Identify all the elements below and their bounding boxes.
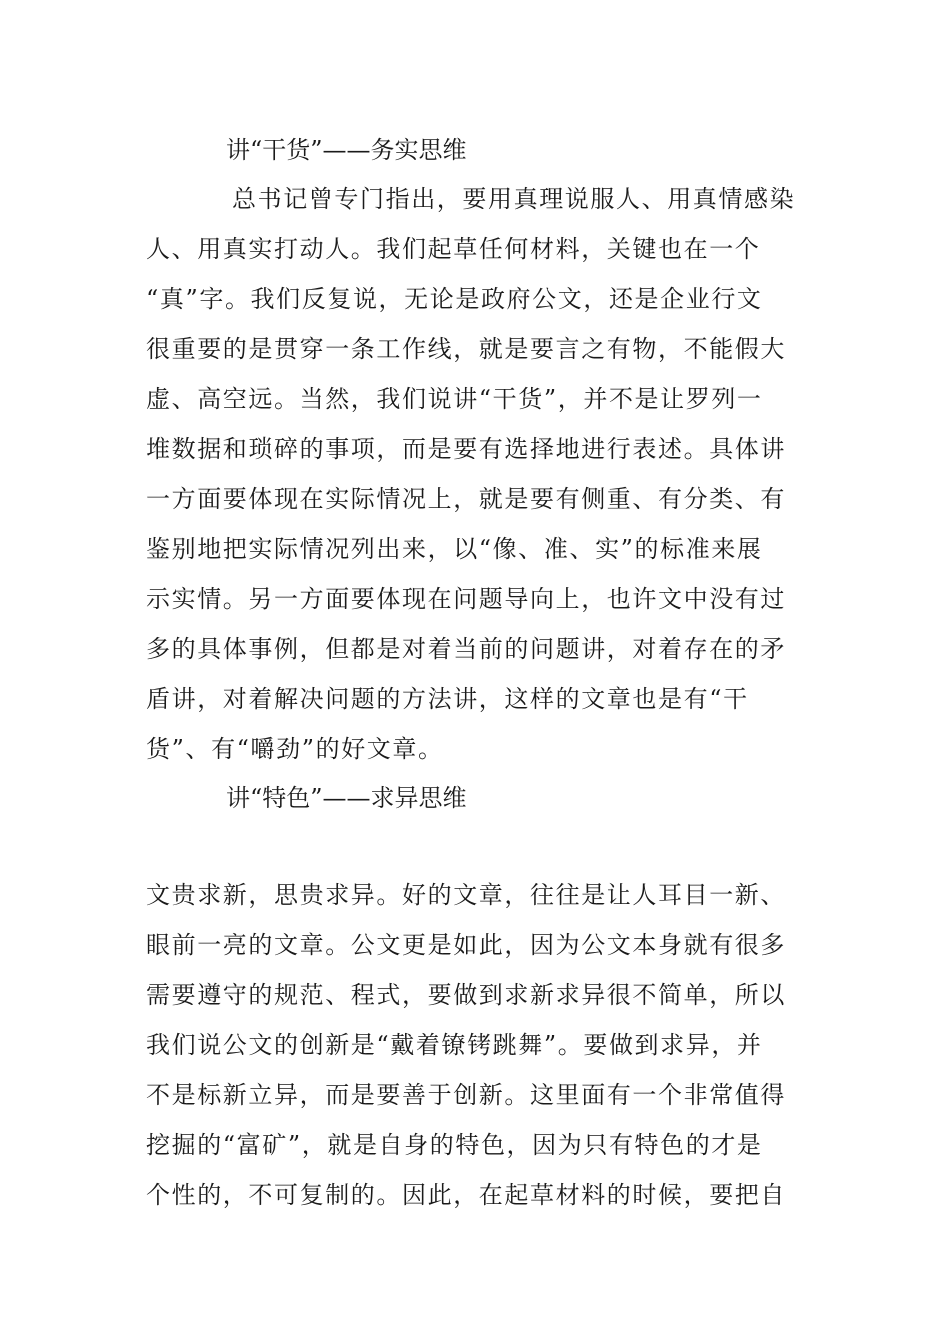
text-line: 不是标新立异，而是要善于创新。这里面有一个非常值得	[146, 1081, 786, 1109]
text-line: “真”字。我们反复说，无论是政府公文，还是企业行文	[146, 285, 763, 313]
text-line: 文贵求新，思贵求异。好的文章，往往是让人耳目一新、	[146, 881, 786, 909]
text-line: 多的具体事例，但都是对着当前的问题讲，对着存在的矛	[146, 635, 786, 663]
text-line: 需要遵守的规范、程式，要做到求新求异很不简单，所以	[146, 981, 786, 1009]
text-line: 盾讲，对着解决问题的方法讲，这样的文章也是有“干	[146, 685, 749, 713]
text-line: 个性的，不可复制的。因此，在起草材料的时候，要把自	[146, 1181, 786, 1209]
text-line: 我们说公文的创新是“戴着镣铐跳舞”。要做到求异，并	[146, 1031, 763, 1059]
text-line: 人、用真实打动人。我们起草任何材料，关键也在一个	[146, 235, 761, 263]
text-line: 挖掘的“富矿”，就是自身的特色，因为只有特色的才是	[146, 1131, 763, 1159]
text-line: 总书记曾专门指出，要用真理说服人、用真情感染	[232, 185, 796, 213]
section-heading-distinctive: 讲“特色”——求异思维	[226, 784, 467, 812]
paragraph-distinctive	[146, 870, 816, 1220]
text-line: 堆数据和琐碎的事项，而是要有选择地进行表述。具体讲	[146, 435, 786, 463]
text-line: 一方面要体现在实际情况上，就是要有侧重、有分类、有	[146, 485, 786, 513]
text-line: 鉴别地把实际情况列出来，以“像、准、实”的标准来展	[146, 535, 763, 563]
text-line: 虚、高空远。当然，我们说讲“干货”，并不是让罗列一	[146, 385, 763, 413]
section-heading-pragmatic: 讲“干货”——务实思维	[226, 136, 467, 164]
text-line: 很重要的是贯穿一条工作线，就是要言之有物，不能假大	[146, 335, 786, 363]
text-line: 示实情。另一方面要体现在问题导向上，也许文中没有过	[146, 585, 786, 613]
text-line: 货”、有“嚼劲”的好文章。	[146, 735, 444, 763]
text-line: 眼前一亮的文章。公文更是如此，因为公文本身就有很多	[146, 931, 786, 959]
paragraph-pragmatic	[146, 174, 816, 774]
